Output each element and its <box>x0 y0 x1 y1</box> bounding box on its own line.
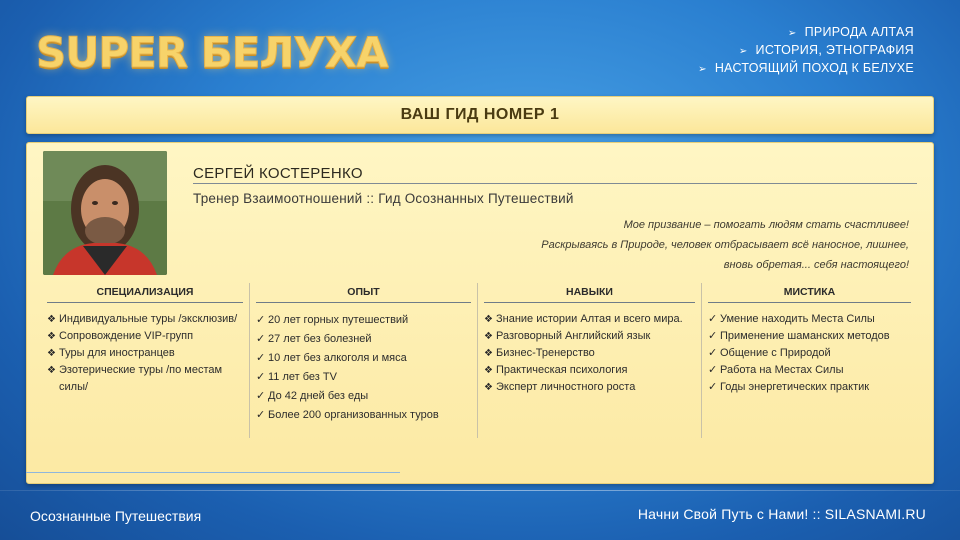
check-icon: ✓ <box>256 314 266 326</box>
list-item: ❖ Сопровождение VIP-групп <box>47 328 243 345</box>
column-skills <box>477 283 701 438</box>
qualification-table <box>41 283 917 438</box>
check-icon: ✓ <box>256 371 266 383</box>
list-item: ✓ Умение находить Места Силы <box>708 311 911 328</box>
top-nav <box>698 24 914 78</box>
list-item: ❖ Знание истории Алтая и всего мира. <box>484 311 695 328</box>
diamond-bullet-icon: ❖ <box>47 348 56 359</box>
nav-item-label: ИСТОРИЯ, ЭТНОГРАФИЯ <box>755 43 914 57</box>
diamond-bullet-icon: ❖ <box>47 314 56 325</box>
column-header: ОПЫТ <box>256 283 471 303</box>
arrow-icon: ➢ <box>738 46 748 57</box>
column-specialization <box>41 283 249 438</box>
check-icon: ✓ <box>256 409 266 421</box>
footer-cta-link[interactable]: Начни Свой Путь с Нами! :: SILASNAMI.RU <box>637 506 926 522</box>
list-item: ✓ 11 лет без TV <box>256 368 471 387</box>
check-icon: ✓ <box>256 352 266 364</box>
list-item: ❖ Эксперт личностного роста <box>484 379 695 396</box>
guide-photo <box>43 151 167 275</box>
check-icon: ✓ <box>708 347 718 359</box>
column-header: СПЕЦИАЛИЗАЦИЯ <box>47 283 243 303</box>
nav-item-nature[interactable] <box>698 24 914 42</box>
check-icon: ✓ <box>708 364 718 376</box>
list-item: ❖ Туры для иностранцев <box>47 345 243 362</box>
list-item: ✓ Годы энергетических практик <box>708 379 911 396</box>
logo: SUPER БЕЛУХА <box>36 28 388 77</box>
diamond-bullet-icon: ❖ <box>484 365 493 376</box>
nav-item-history[interactable] <box>698 42 914 60</box>
list-item: ✓ 20 лет горных путешествий <box>256 311 471 330</box>
list-item: ❖ Разговорный Английский язык <box>484 328 695 345</box>
footer-line <box>0 490 960 491</box>
list-item: ✓ До 42 дней без еды <box>256 387 471 406</box>
check-icon: ✓ <box>708 330 718 342</box>
diamond-bullet-icon: ❖ <box>484 314 493 325</box>
nav-item-label: ПРИРОДА АЛТАЯ <box>804 25 914 39</box>
diamond-bullet-icon: ❖ <box>484 382 493 393</box>
diamond-bullet-icon: ❖ <box>47 331 56 342</box>
list-item: ✓ 27 лет без болезней <box>256 330 471 349</box>
list-item: ❖ Индивидуальные туры /эксклюзив/ <box>47 311 243 328</box>
banner-title: ВАШ ГИД НОМЕР 1 <box>400 106 560 123</box>
profile-card <box>26 142 934 484</box>
arrow-icon: ➢ <box>787 28 797 39</box>
list-item: ✓ Более 200 организованных туров <box>256 406 471 425</box>
nav-item-label: НАСТОЯЩИЙ ПОХОД К БЕЛУХЕ <box>714 61 914 75</box>
diamond-bullet-icon: ❖ <box>484 348 493 359</box>
check-icon: ✓ <box>708 313 718 325</box>
footer-divider <box>26 472 400 473</box>
diamond-bullet-icon: ❖ <box>484 331 493 342</box>
check-icon: ✓ <box>708 381 718 393</box>
list-item: ✓ Работа на Местах Силы <box>708 362 911 379</box>
divider <box>193 183 917 184</box>
guide-name: СЕРГЕЙ КОСТЕРЕНКО <box>193 165 363 182</box>
guide-quote <box>541 215 909 275</box>
arrow-icon: ➢ <box>698 64 707 75</box>
list-item: ✓ Применение шаманских методов <box>708 328 911 345</box>
check-icon: ✓ <box>256 390 266 402</box>
column-mystic <box>701 283 917 438</box>
nav-item-hike[interactable] <box>698 60 914 78</box>
list-item: ❖ Эзотерические туры /по местам силы/ <box>47 362 243 396</box>
list-item: ✓ Общение с Природой <box>708 345 911 362</box>
title-banner <box>26 96 934 134</box>
list-item: ❖ Бизнес-Тренерство <box>484 345 695 362</box>
list-item: ✓ 10 лет без алкоголя и мяса <box>256 349 471 368</box>
column-header: НАВЫКИ <box>484 283 695 303</box>
check-icon: ✓ <box>256 333 266 345</box>
footer-tagline: Осознанные Путешествия <box>30 508 202 524</box>
quote-line: Мое призвание – помогать людям стать счастливее! <box>623 219 909 231</box>
quote-line: вновь обретая... себя настоящего! <box>723 259 909 271</box>
guide-role: Тренер Взаимоотношений :: Гид Осознанных Путешествий <box>193 191 574 206</box>
column-experience <box>249 283 477 438</box>
diamond-bullet-icon: ❖ <box>47 365 56 376</box>
portrait-image <box>43 151 167 275</box>
list-item: ❖ Практическая психология <box>484 362 695 379</box>
column-header: МИСТИКА <box>708 283 911 303</box>
quote-line: Раскрываясь в Природе, человек отбрасывает всё наносное, лишнее, <box>541 239 909 251</box>
